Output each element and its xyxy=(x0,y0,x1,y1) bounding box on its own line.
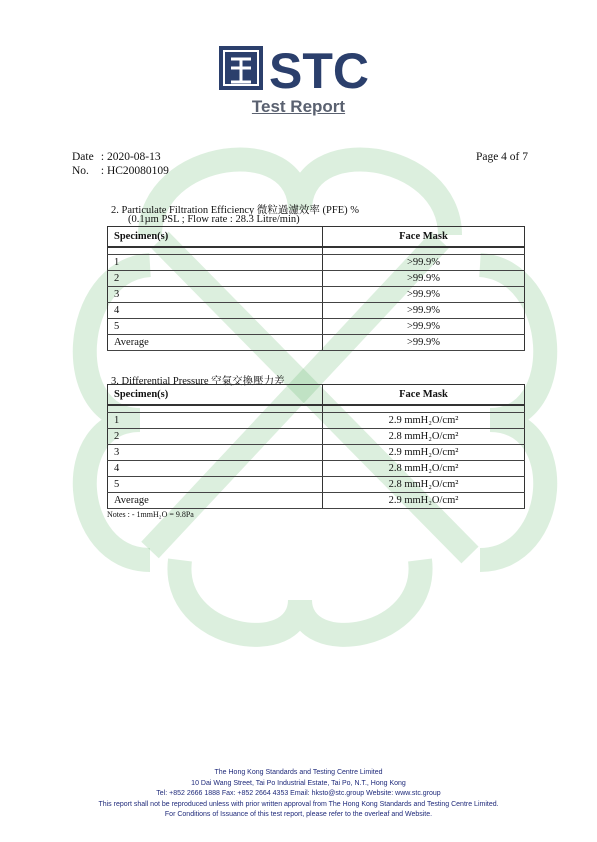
specimen-cell: 5 xyxy=(108,319,323,335)
table-row xyxy=(108,429,525,445)
footer-contact: Tel: +852 2666 1888 Fax: +852 2664 4353 Email: hksto@stc.group Website: www.stc.group xyxy=(156,790,441,797)
pfe-table xyxy=(107,226,525,351)
specimen-cell: 1 xyxy=(108,413,323,429)
unit-label: mmH₂O/cm² xyxy=(404,479,459,490)
specimen-cell: 4 xyxy=(108,461,323,477)
table-row xyxy=(108,445,525,461)
result-value: 2.8 xyxy=(388,431,402,442)
specimen-cell: 3 xyxy=(108,445,323,461)
result-cell xyxy=(323,477,525,493)
face-mask-header: Face Mask xyxy=(323,227,525,248)
result-cell xyxy=(323,429,525,445)
footer xyxy=(0,768,597,821)
result-cell: >99.9% xyxy=(323,319,525,335)
unit-label: mmH₂O/cm² xyxy=(404,495,459,506)
specimen-cell: 4 xyxy=(108,303,323,319)
notes: Notes : - 1mmH₂O = 9.8Pa xyxy=(107,510,194,519)
result-value: 2.9 xyxy=(388,495,402,506)
date-value: : 2020-08-13 xyxy=(100,151,161,163)
unit-label: mmH₂O/cm² xyxy=(404,447,459,458)
footer-company: The Hong Kong Standards and Testing Centre Limited xyxy=(214,769,383,776)
pfe-section-title: 2. Particulate Filtration Efficiency 微粒過濾效率 (PFE) % xyxy=(111,205,359,216)
result-cell xyxy=(323,461,525,477)
specimen-header: Specimen(s) xyxy=(108,227,323,248)
table-row xyxy=(108,271,525,287)
table-header-row xyxy=(108,227,525,248)
footer-disclaimer: This report shall not be reproduced unless with prior written approval from The Hong Kong Standards and Testing Centre Limited. xyxy=(98,800,499,808)
face-mask-header: Face Mask xyxy=(323,385,525,406)
result-cell: >99.9% xyxy=(323,271,525,287)
table-header-row xyxy=(108,385,525,406)
specimen-cell: 2 xyxy=(108,271,323,287)
footer-address: 10 Dai Wang Street, Tai Po Industrial Estate, Tai Po, N.T., Hong Kong xyxy=(191,779,406,787)
report-number xyxy=(72,165,169,177)
specimen-cell: 1 xyxy=(108,255,323,271)
date-label: Date xyxy=(72,151,94,163)
stc-logo xyxy=(219,44,391,94)
specimen-header: Specimen(s) xyxy=(108,385,323,406)
table-row xyxy=(108,255,525,271)
spacer-cell xyxy=(323,247,525,255)
unit-label: mmH₂O/cm² xyxy=(404,415,459,426)
table-row xyxy=(108,413,525,429)
unit-label: mmH₂O/cm² xyxy=(404,463,459,474)
result-value: 2.9 xyxy=(388,415,402,426)
result-cell: >99.9% xyxy=(323,303,525,319)
table-row xyxy=(108,477,525,493)
page-indicator: Page 4 of 7 xyxy=(475,151,528,163)
dp-section-title: 3. Differential Pressure 空氣交換壓力差 xyxy=(111,376,285,387)
spacer-cell xyxy=(323,405,525,413)
result-cell: >99.9% xyxy=(323,255,525,271)
svg-text:STC: STC xyxy=(269,44,369,94)
specimen-cell: 3 xyxy=(108,287,323,303)
specimen-cell: 5 xyxy=(108,477,323,493)
report-date xyxy=(72,151,161,163)
spacer-cell xyxy=(108,247,323,255)
result-cell: >99.9% xyxy=(323,335,525,351)
table-row xyxy=(108,303,525,319)
spacer-cell xyxy=(108,405,323,413)
result-cell: >99.9% xyxy=(323,287,525,303)
specimen-cell: Average xyxy=(108,335,323,351)
result-cell xyxy=(323,493,525,509)
number-value: : HC20080109 xyxy=(100,165,169,177)
result-value: 2.8 xyxy=(388,479,402,490)
specimen-cell: 2 xyxy=(108,429,323,445)
number-label: No. xyxy=(72,165,89,177)
table-row xyxy=(108,319,525,335)
specimen-cell: Average xyxy=(108,493,323,509)
result-cell xyxy=(323,445,525,461)
result-value: 2.8 xyxy=(388,463,402,474)
table-row xyxy=(108,461,525,477)
footer-conditions: For Conditions of Issuance of this test report, please refer to the overleaf and Website. xyxy=(164,811,433,818)
unit-label: mmH₂O/cm² xyxy=(404,431,459,442)
report-title: Test Report xyxy=(251,97,346,116)
table-row-average xyxy=(108,493,525,509)
pfe-section-subtitle: (0.1µm PSL ; Flow rate : 28.3 Litre/min) xyxy=(128,214,300,225)
dp-table xyxy=(107,384,525,509)
table-row-average xyxy=(108,335,525,351)
result-value: 2.9 xyxy=(388,447,402,458)
result-cell xyxy=(323,413,525,429)
table-row xyxy=(108,287,525,303)
